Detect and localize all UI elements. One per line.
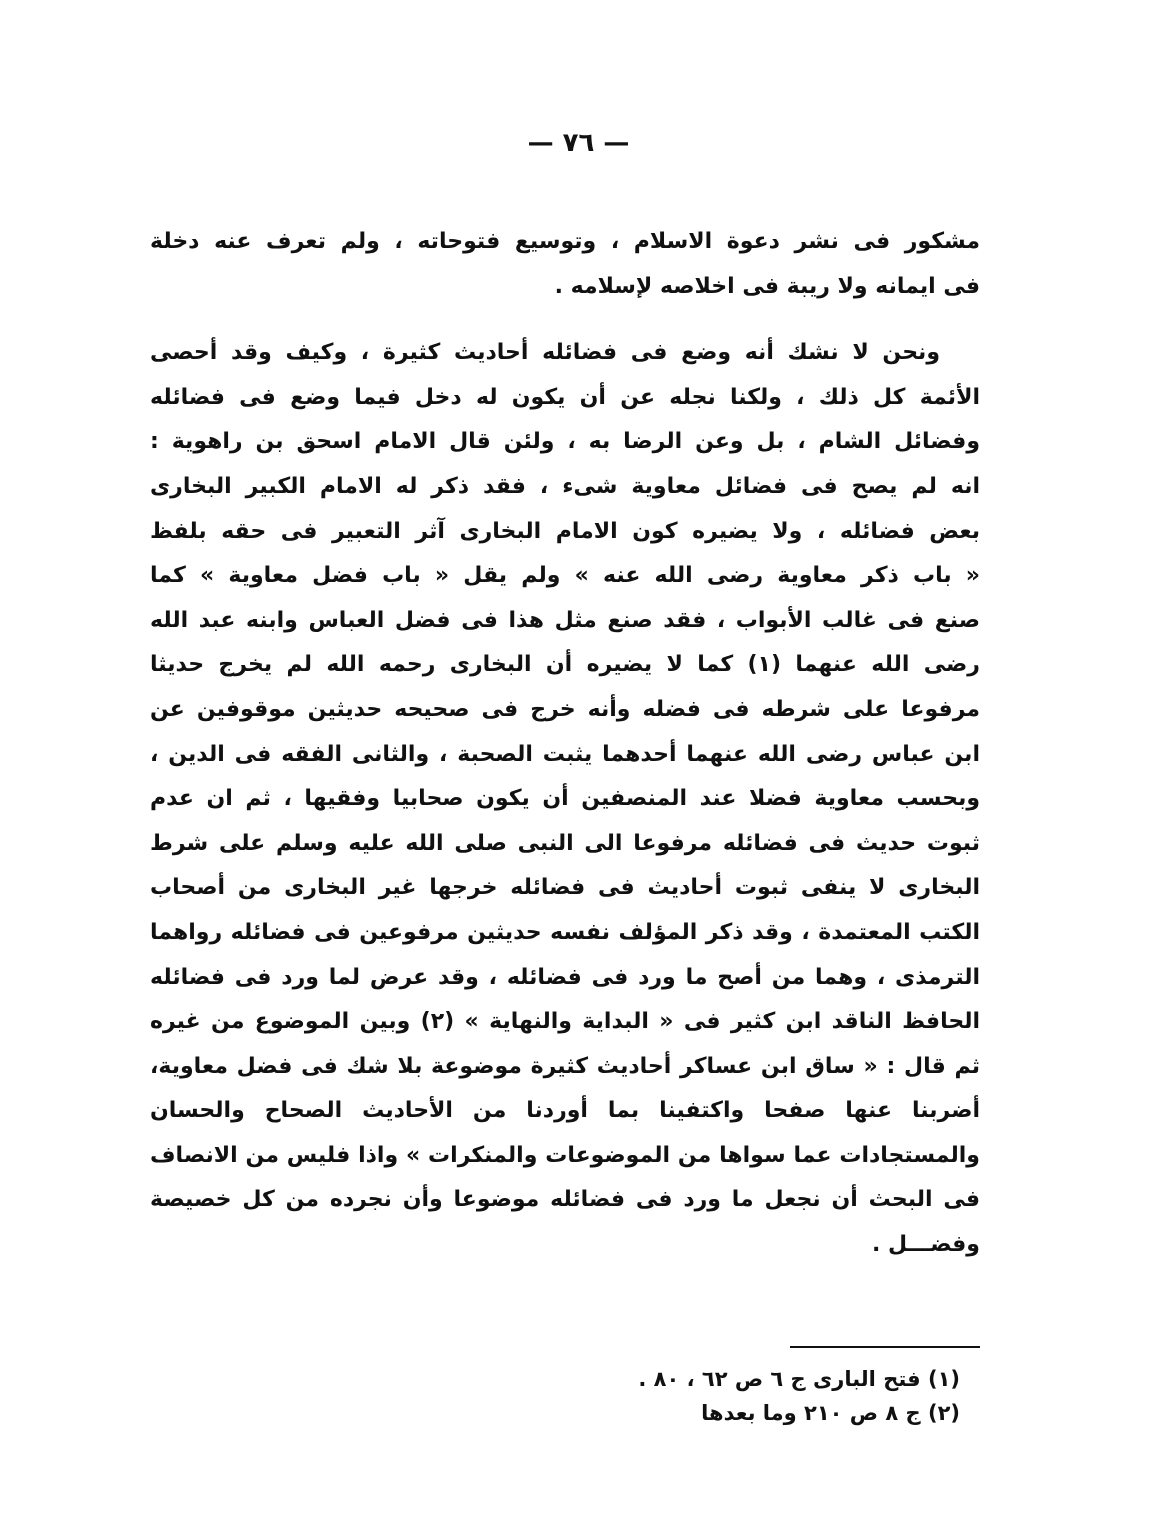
page-number: — ٧٦ — (527, 128, 630, 158)
text-line: صنع فى غالب الأبواب ، فقد صنع مثل هذا فى فضل العباس وابنه عبد الله (150, 607, 980, 633)
text-line: ونحن لا نشك أنه وضع فى فضائله أحاديث كثيرة ، وكيف وقد أحصى (150, 340, 940, 366)
text-line: ثم قال : « ساق ابن عساكر أحاديث كثيرة موضوعة بلا شك فى فضل معاوية، (150, 1053, 980, 1079)
text-line: وفضائل الشام ، بل وعن الرضا به ، ولئن قال الامام اسحق بن راهوية : (150, 429, 980, 455)
text-line: فى ايمانه ولا ريبة فى اخلاصه لإسلامه . (554, 273, 980, 299)
text-line: بعض فضائله ، ولا يضيره كون الامام البخارى آثر التعبير فى حقه بلفظ (150, 518, 980, 544)
text-line: انه لم يصح فى فضائل معاوية شىء ، فقد ذكر له الامام الكبير البخارى (150, 473, 980, 499)
text-line: الترمذى ، وهما من أصح ما ورد فى فضائله ، وقد عرض لما ورد فى فضائله (150, 964, 980, 990)
footnote-divider (790, 1346, 980, 1348)
text-line: ثبوت حديث فى فضائله مرفوعا الى النبى صلى الله عليه وسلم على شرط (150, 830, 980, 856)
text-line: أضربنا عنها صفحا واكتفينا بما أوردنا من الأحاديث الصحاح والحسان (150, 1098, 980, 1124)
text-line: البخارى لا ينفى ثبوت أحاديث فى فضائله خرجها غير البخارى من أصحاب (150, 875, 980, 901)
text-line: الأئمة كل ذلك ، ولكنا نجله عن أن يكون له دخل فيما وضع فى فضائله (150, 384, 980, 410)
text-line: والمستجادات عما سواها من الموضوعات والمنكرات » واذا فليس من الانصاف (150, 1142, 980, 1168)
text-line: فى البحث أن نجعل ما ورد فى فضائله موضوعا وأن نجرده من كل خصيصة (150, 1187, 980, 1213)
text-line: الحافظ الناقد ابن كثير فى « البداية والنهاية » (٢) وبين الموضوع من غيره (150, 1009, 980, 1035)
text-line: وبحسب معاوية فضلا عند المنصفين أن يكون صحابيا وفقيها ، ثم ان عدم (150, 786, 980, 812)
text-line: مشكور فى نشر دعوة الاسلام ، وتوسيع فتوحاته ، ولم تعرف عنه دخلة (150, 229, 980, 254)
footnote: (١) فتح البارى ج ٦ ص ٦٢ ، ٨٠ . (638, 1367, 960, 1391)
text-line: مرفوعا على شرطه فى فضله وأنه خرج فى صحيحه حديثين موقوفين عن (150, 696, 980, 722)
text-line: ابن عباس رضى الله عنهما أحدهما يثبت الصحبة ، والثانى الفقه فى الدين ، (150, 741, 980, 767)
paragraph-gap (150, 309, 980, 331)
footnote: (٢) ج ٨ ص ٢١٠ وما بعدها (701, 1401, 960, 1425)
body-text (150, 220, 980, 1268)
text-line: « باب ذكر معاوية رضى الله عنه » ولم يقل « باب فضل معاوية » كما (150, 563, 980, 589)
text-line: الكتب المعتمدة ، وقد ذكر المؤلف نفسه حديثين مرفوعين فى فضائله رواهما (150, 919, 980, 945)
text-line: وفضـــل . (872, 1232, 980, 1258)
footnotes (560, 1362, 960, 1430)
text-line: رضى الله عنهما (١) كما لا يضيره أن البخارى رحمه الله لم يخرج حديثا (150, 652, 980, 678)
